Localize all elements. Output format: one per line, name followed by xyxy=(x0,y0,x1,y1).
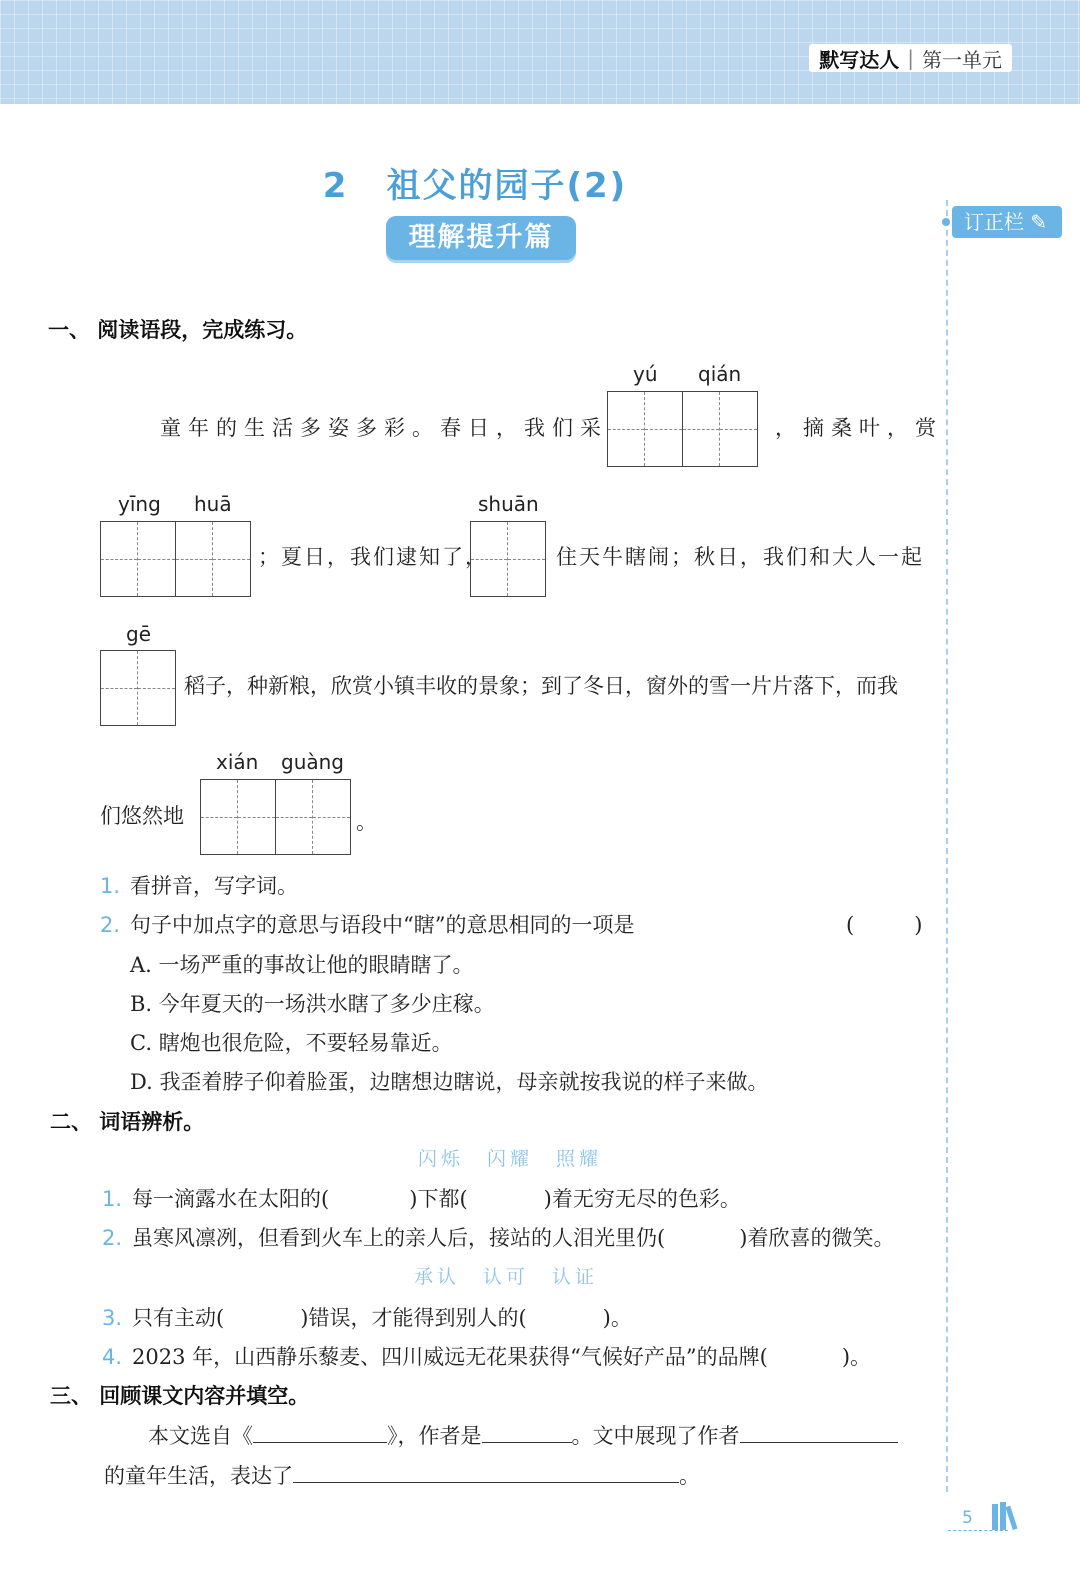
answer-grid-yinghua[interactable] xyxy=(100,521,251,597)
word-options-1: 闪烁 闪耀 照耀 xyxy=(418,1148,603,1170)
series-name: 默写达人 xyxy=(819,47,900,72)
correction-column-label xyxy=(952,206,1062,238)
option-label: B. xyxy=(130,992,153,1016)
question-text: 句子中加点字的意思与语段中“瞎”的意思相同的一项是 xyxy=(130,913,635,937)
option-c[interactable] xyxy=(130,1027,453,1057)
s2-question-1 xyxy=(102,1183,741,1213)
passage-line: ；夏日，我们逮知了， xyxy=(258,545,488,569)
pinyin: qián xyxy=(698,362,742,386)
option-label: A. xyxy=(130,953,152,977)
section-2-heading: 二、 词语辨析。 xyxy=(50,1110,205,1134)
header-tag xyxy=(809,44,1012,72)
option-b[interactable] xyxy=(130,988,495,1018)
s3-line-1 xyxy=(148,1420,898,1450)
s3-line-2 xyxy=(104,1460,700,1490)
passage-line: 稻子，种新粮，欣赏小镇丰收的景象；到了冬日，窗外的雪一片片落下，而我 xyxy=(184,674,898,698)
question-number: 1. xyxy=(100,874,121,898)
fill-text: 。文中展现了作者 xyxy=(571,1424,740,1448)
pinyin: shuān xyxy=(478,492,539,516)
passage-line: 住天牛瞎闹；秋日，我们和大人一起 xyxy=(556,545,924,569)
option-text: 今年夏天的一场洪水瞎了多少庄稼。 xyxy=(158,992,495,1016)
question-text: )着欣喜的微笑。 xyxy=(739,1226,895,1250)
s2-question-4 xyxy=(102,1341,871,1371)
margin-divider xyxy=(946,200,948,1492)
correction-label: 订正栏 xyxy=(964,210,1024,234)
s2-question-3 xyxy=(102,1302,632,1332)
option-text: 我歪着脖子仰着脸蛋，边瞎想边瞎说，母亲就按我说的样子来做。 xyxy=(159,1070,769,1094)
question-number: 2. xyxy=(100,913,121,937)
page-title xyxy=(0,158,950,207)
word-options-2: 承认 认可 认证 xyxy=(414,1266,599,1288)
fill-blank-author[interactable] xyxy=(482,1422,572,1443)
question-text: )下都( xyxy=(409,1187,468,1211)
pinyin: yú xyxy=(633,362,658,386)
fill-text: 》，作者是 xyxy=(387,1424,482,1448)
question-text: 虽寒风凛冽，但看到火车上的亲人后，接站的人泪光里仍( xyxy=(132,1226,666,1250)
fill-text: 。 xyxy=(679,1464,700,1488)
question-text: 看拼音，写字词。 xyxy=(130,874,299,898)
option-label: D. xyxy=(130,1070,153,1094)
fill-blank-feeling[interactable] xyxy=(293,1462,679,1483)
answer-grid-yuqian[interactable] xyxy=(607,391,758,467)
option-d[interactable] xyxy=(130,1066,768,1096)
option-text: 一场严重的事故让他的眼睛瞎了。 xyxy=(158,953,474,977)
section-3-heading: 三、 回顾课文内容并填空。 xyxy=(50,1384,310,1408)
question-2 xyxy=(100,909,635,939)
page-number: 5 xyxy=(962,1508,973,1528)
question-text: )错误，才能得到别人的( xyxy=(300,1306,527,1330)
question-number: 1. xyxy=(102,1187,123,1211)
passage-line: 童年的生活多姿多彩。春日，我们采 xyxy=(160,416,608,440)
lesson-number: 2 xyxy=(322,166,349,206)
passage-line: 们悠然地 xyxy=(100,804,184,828)
answer-paren[interactable]: ( ) xyxy=(846,913,929,937)
answer-grid-xianguang[interactable] xyxy=(200,779,351,855)
books-icon xyxy=(990,1500,1030,1532)
answer-grid-shuan[interactable] xyxy=(470,521,546,597)
subtitle-badge: 理解提升篇 xyxy=(386,216,576,260)
s2-question-2 xyxy=(102,1222,894,1252)
question-1 xyxy=(100,870,298,900)
option-a[interactable] xyxy=(130,949,474,979)
pinyin: huā xyxy=(194,492,232,516)
unit-name: 第一单元 xyxy=(922,47,1002,72)
option-label: C. xyxy=(130,1031,152,1055)
margin-dot xyxy=(942,218,950,226)
pinyin: gē xyxy=(126,622,151,646)
question-text: )着无穷无尽的色彩。 xyxy=(543,1187,741,1211)
answer-grid-ge[interactable] xyxy=(100,650,176,726)
question-number: 2. xyxy=(102,1226,123,1250)
pinyin: xián xyxy=(216,750,259,774)
question-number: 4. xyxy=(102,1345,123,1369)
question-text: 只有主动( xyxy=(132,1306,225,1330)
question-text: )。 xyxy=(602,1306,632,1330)
question-text: 每一滴露水在太阳的( xyxy=(132,1187,330,1211)
fill-blank-book[interactable] xyxy=(253,1422,387,1443)
lesson-title: 祖父的园子(2) xyxy=(386,166,628,206)
pencil-icon: ✎ xyxy=(1030,210,1048,234)
pinyin: yīng xyxy=(118,492,161,516)
question-number: 3. xyxy=(102,1306,123,1330)
fill-blank-content[interactable] xyxy=(740,1422,898,1443)
fill-text: 本文选自《 xyxy=(148,1424,253,1448)
question-text: 2023 年，山西静乐藜麦、四川威远无花果获得“气候好产品”的品牌( xyxy=(132,1345,768,1369)
fill-text: 的童年生活，表达了 xyxy=(104,1464,293,1488)
passage-line: 。 xyxy=(356,810,377,834)
pinyin: guàng xyxy=(281,750,344,774)
divider: | xyxy=(907,46,914,70)
passage-line: ，摘桑叶，赏 xyxy=(775,416,943,440)
option-text: 瞎炮也很危险，不要轻易靠近。 xyxy=(158,1031,453,1055)
question-text: )。 xyxy=(841,1345,872,1369)
section-1-heading: 一、 阅读语段，完成练习。 xyxy=(48,318,308,342)
